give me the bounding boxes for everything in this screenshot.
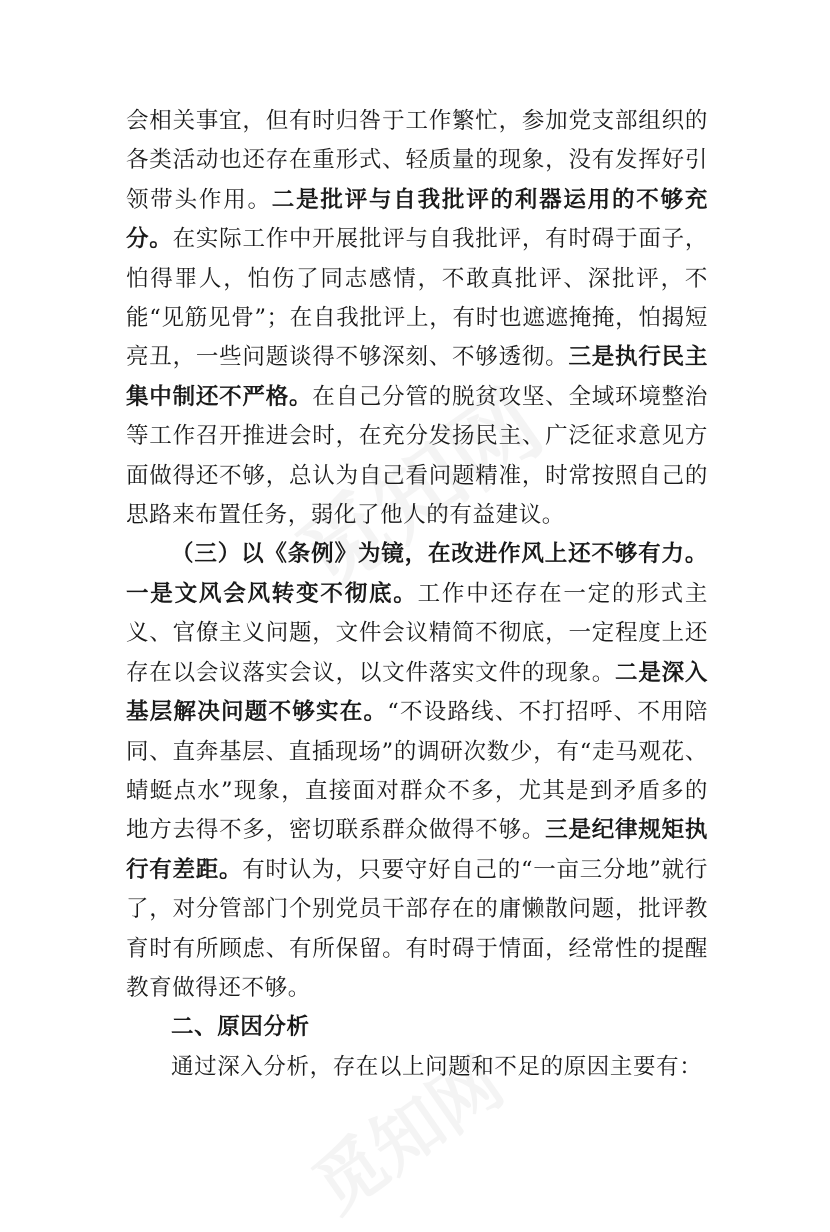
paragraph-text: 工作中还存在一定的形式主义、官僚主义问题，文件会议精简不彻底，一定程度上还存在以会议落实会议，以文件落实文件的现象。 (126, 580, 709, 686)
bold-point-criticism: 二是批评与自我批评的利器运用的不够充分。 (126, 186, 708, 253)
paragraph-text: 有时认为，只要守好自己的“一亩三分地”就行了，对分管部门个别党员干部存在的庸懒散问题，批评教育时有所顾虑、有所保留。有时碍于情面，经常性的提醒教育做得还不够。 (126, 856, 708, 1001)
paragraph-work-style (126, 535, 708, 1008)
section-heading-cause-analysis: 二、原因分析 (171, 1014, 310, 1041)
paragraph-party-activities (126, 102, 708, 535)
bold-point-discipline: 三是纪律规矩执行有差距。 (126, 817, 708, 883)
bold-point-democratic-centralism: 三是执行民主集中制还不严格。 (126, 344, 708, 410)
paragraph-text: “不设路线、不打招呼、不用陪同、直奔基层、直插现场”的调研次数少，有“走马观花、蜻蜓点水”现象，直接面对群众不多，尤其是到矛盾多的地方去得不多，密切联系群众做得不够。 (126, 699, 708, 844)
document-body (126, 102, 708, 1087)
bold-section-three: （三）以《条例》为镜，在改进作风上还不够有力。一是文风会风转变不彻底。 (126, 541, 708, 607)
bold-point-grassroots: 二是深入基层解决问题不够实在。 (126, 659, 708, 726)
paragraph-text: 会相关事宜，但有时归咎于工作繁忙，参加党支部组织的各类活动也还存在重形式、轻质量的现象，没有发挥好引领带头作用。 (126, 108, 708, 213)
paragraph-text: 在实际工作中开展批评与自我批评，有时碍于面子，怕得罪人，怕伤了同志感情，不敢真批评、深批评，不能“见筋见骨”；在自我批评上，有时也遮遮掩掩，怕揭短亮丑，一些问题谈得不够深刻、不够透彻。 (126, 226, 708, 371)
paragraph-cause-intro: 通过深入分析，存在以上问题和不足的原因主要有： (171, 1053, 703, 1080)
paragraph-text: 在自己分管的脱贫攻坚、全域环境整治等工作召开推进会时，在充分发扬民主、广泛征求意见方面做得还不够，总认为自己看问题精准，时常按照自己的思路来布置任务，弱化了他人的有益建议。 (126, 383, 708, 529)
